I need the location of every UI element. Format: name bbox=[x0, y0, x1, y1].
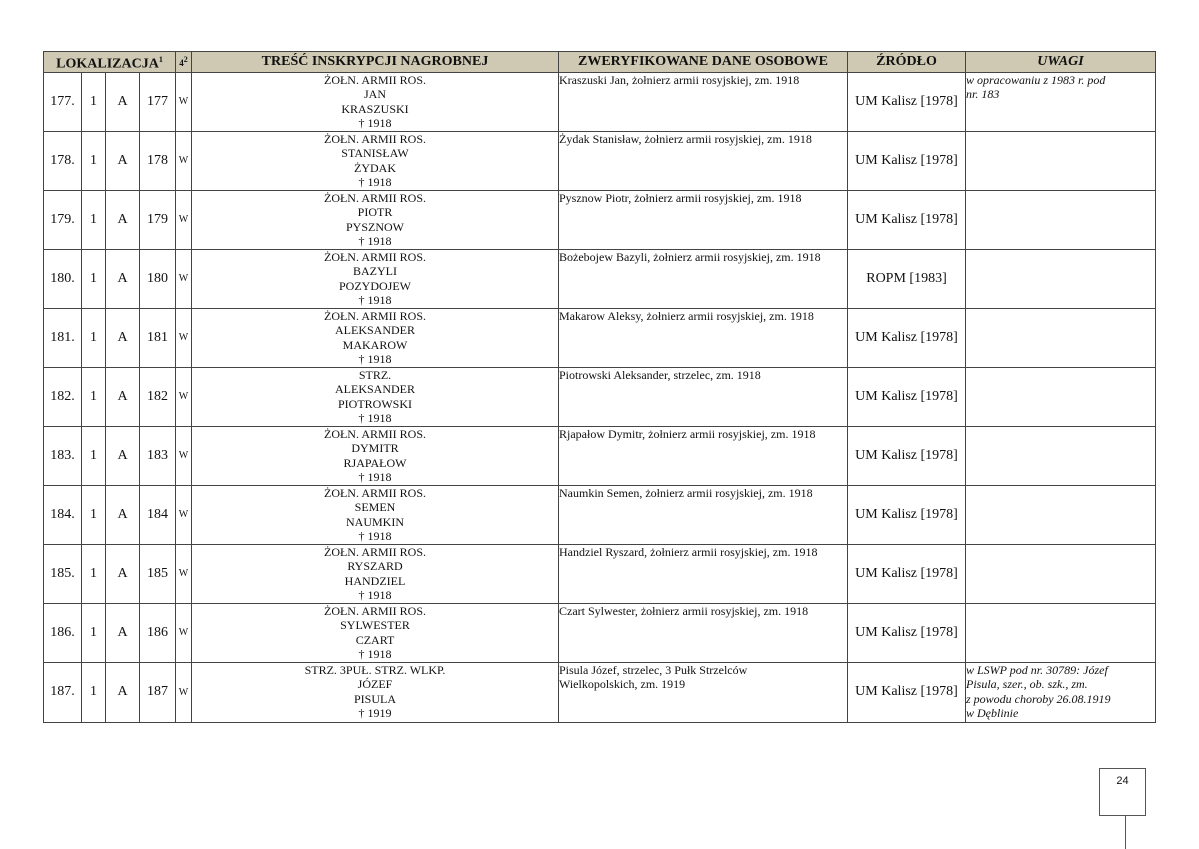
inscription-line: MAKAROW bbox=[342, 337, 408, 352]
location-col-a: A bbox=[106, 426, 140, 485]
location-col-w: W bbox=[176, 249, 192, 308]
inscription-line: SYLWESTER bbox=[340, 618, 410, 633]
verified-data-cell bbox=[559, 544, 848, 603]
inscription-line: PISULA bbox=[353, 691, 396, 706]
location-col-number: 185 bbox=[140, 544, 176, 603]
notes-line: w opracowaniu z 1983 r. pod bbox=[966, 72, 1106, 87]
verified-data-cell bbox=[559, 72, 848, 131]
row-number: 187. bbox=[44, 662, 82, 722]
location-col-1: 1 bbox=[82, 367, 106, 426]
inscription-line: ŻOŁN. ARMII ROS. bbox=[323, 190, 426, 205]
notes-line: z powodu choroby 26.08.1919 bbox=[966, 691, 1111, 706]
notes-cell bbox=[966, 367, 1156, 426]
notes-cell bbox=[966, 485, 1156, 544]
source-cell: UM Kalisz [1978] bbox=[848, 190, 966, 249]
source-cell: UM Kalisz [1978] bbox=[848, 426, 966, 485]
notes-line: w Dęblinie bbox=[966, 706, 1019, 721]
inscription-line: ŻOŁN. ARMII ROS. bbox=[323, 426, 426, 441]
grave-register-table bbox=[43, 51, 1156, 723]
verified-data-cell bbox=[559, 367, 848, 426]
notes-cell bbox=[966, 190, 1156, 249]
verified-data-cell bbox=[559, 308, 848, 367]
inscription-line: PYSZNOW bbox=[345, 219, 404, 234]
inscription-line: NAUMKIN bbox=[346, 514, 404, 529]
header-dane: ZWERYFIKOWANE DANE OSOBOWE bbox=[559, 52, 848, 73]
inscription-cell bbox=[192, 249, 559, 308]
location-col-1: 1 bbox=[82, 249, 106, 308]
location-col-w: W bbox=[176, 544, 192, 603]
row-number: 181. bbox=[44, 308, 82, 367]
notes-cell bbox=[966, 603, 1156, 662]
location-col-w: W bbox=[176, 190, 192, 249]
inscription-line: ALEKSANDER bbox=[335, 323, 415, 338]
table-row bbox=[44, 131, 1156, 190]
location-col-w: W bbox=[176, 308, 192, 367]
location-col-1: 1 bbox=[82, 131, 106, 190]
verified-data-line: Żydak Stanisław, żołnierz armii rosyjskiej, zm. 1918 bbox=[559, 131, 812, 146]
location-col-1: 1 bbox=[82, 426, 106, 485]
footnote-marker-1: 1 bbox=[158, 55, 163, 64]
row-number: 182. bbox=[44, 367, 82, 426]
location-col-number: 178 bbox=[140, 131, 176, 190]
header-col4-label: 4 bbox=[179, 58, 184, 69]
inscription-line: ŻOŁN. ARMII ROS. bbox=[323, 72, 426, 87]
location-col-number: 187 bbox=[140, 662, 176, 722]
verified-data-cell bbox=[559, 131, 848, 190]
table-row bbox=[44, 367, 1156, 426]
inscription-line: † 1918 bbox=[358, 293, 392, 308]
inscription-line: POZYDOJEW bbox=[339, 278, 411, 293]
header-lokalizacja bbox=[44, 52, 176, 73]
verified-data-line: Bożebojew Bazyli, żołnierz armii rosyjskiej, zm. 1918 bbox=[559, 249, 821, 264]
row-number: 183. bbox=[44, 426, 82, 485]
notes-cell bbox=[966, 662, 1156, 722]
header-lokalizacja-label: LOKALIZACJA bbox=[56, 56, 159, 72]
location-col-number: 180 bbox=[140, 249, 176, 308]
row-number: 179. bbox=[44, 190, 82, 249]
footnote-marker-2: 2 bbox=[183, 55, 188, 65]
location-col-a: A bbox=[106, 603, 140, 662]
inscription-line: † 1918 bbox=[358, 647, 392, 662]
location-col-1: 1 bbox=[82, 544, 106, 603]
notes-cell bbox=[966, 131, 1156, 190]
inscription-cell bbox=[192, 72, 559, 131]
inscription-cell bbox=[192, 367, 559, 426]
row-number: 186. bbox=[44, 603, 82, 662]
inscription-line: STRZ. 3PUŁ. STRZ. WLKP. bbox=[304, 662, 446, 677]
inscription-line: PIOTR bbox=[357, 205, 393, 220]
verified-data-line: Czart Sylwester, żołnierz armii rosyjskiej, zm. 1918 bbox=[559, 603, 809, 618]
notes-cell bbox=[966, 249, 1156, 308]
location-col-1: 1 bbox=[82, 308, 106, 367]
location-col-w: W bbox=[176, 662, 192, 722]
source-cell: UM Kalisz [1978] bbox=[848, 367, 966, 426]
inscription-line: DYMITR bbox=[351, 441, 399, 456]
inscription-line: † 1918 bbox=[358, 116, 392, 131]
verified-data-line: Kraszuski Jan, żołnierz armii rosyjskiej, zm. 1918 bbox=[559, 72, 800, 87]
inscription-line: † 1918 bbox=[358, 529, 392, 544]
source-cell: UM Kalisz [1978] bbox=[848, 131, 966, 190]
location-col-number: 183 bbox=[140, 426, 176, 485]
location-col-a: A bbox=[106, 308, 140, 367]
source-cell: UM Kalisz [1978] bbox=[848, 603, 966, 662]
location-col-w: W bbox=[176, 485, 192, 544]
page-number: 24 bbox=[1116, 775, 1129, 787]
inscription-line: † 1918 bbox=[358, 175, 392, 190]
inscription-line: CZART bbox=[355, 632, 395, 647]
source-cell: UM Kalisz [1978] bbox=[848, 485, 966, 544]
page-number-box bbox=[1099, 768, 1146, 816]
location-col-w: W bbox=[176, 603, 192, 662]
inscription-line: JÓZEF bbox=[357, 677, 393, 692]
inscription-line: ŻOŁN. ARMII ROS. bbox=[323, 131, 426, 146]
header-uwagi: UWAGI bbox=[966, 52, 1156, 73]
location-col-number: 186 bbox=[140, 603, 176, 662]
verified-data-line: Pisula Józef, strzelec, 3 Pułk Strzelców bbox=[559, 662, 748, 677]
inscription-line: SEMEN bbox=[354, 500, 396, 515]
source-cell: UM Kalisz [1978] bbox=[848, 308, 966, 367]
location-col-number: 179 bbox=[140, 190, 176, 249]
verified-data-cell bbox=[559, 485, 848, 544]
verified-data-line: Makarow Aleksy, żołnierz armii rosyjskiej, zm. 1918 bbox=[559, 308, 814, 323]
location-col-a: A bbox=[106, 131, 140, 190]
verified-data-cell bbox=[559, 190, 848, 249]
verified-data-line: Handziel Ryszard, żołnierz armii rosyjskiej, zm. 1918 bbox=[559, 544, 818, 559]
location-col-a: A bbox=[106, 544, 140, 603]
inscription-line: STANISŁAW bbox=[341, 146, 409, 161]
table-row bbox=[44, 72, 1156, 131]
verified-data-line: Rjapałow Dymitr, żołnierz armii rosyjskiej, zm. 1918 bbox=[559, 426, 816, 441]
table-row bbox=[44, 308, 1156, 367]
header-zrodlo: ŹRÓDŁO bbox=[848, 52, 966, 73]
location-col-1: 1 bbox=[82, 603, 106, 662]
row-number: 178. bbox=[44, 131, 82, 190]
table-row bbox=[44, 544, 1156, 603]
row-number: 180. bbox=[44, 249, 82, 308]
inscription-line: † 1918 bbox=[358, 234, 392, 249]
inscription-cell bbox=[192, 190, 559, 249]
source-cell: UM Kalisz [1978] bbox=[848, 662, 966, 722]
inscription-cell bbox=[192, 131, 559, 190]
location-col-1: 1 bbox=[82, 662, 106, 722]
inscription-line: RJAPAŁOW bbox=[343, 455, 407, 470]
location-col-1: 1 bbox=[82, 72, 106, 131]
row-number: 177. bbox=[44, 72, 82, 131]
notes-cell bbox=[966, 544, 1156, 603]
inscription-line: STRZ. bbox=[358, 367, 392, 382]
inscription-line: ŻOŁN. ARMII ROS. bbox=[323, 544, 426, 559]
location-col-w: W bbox=[176, 72, 192, 131]
inscription-cell bbox=[192, 308, 559, 367]
inscription-line: JAN bbox=[363, 87, 386, 102]
inscription-line: PIOTROWSKI bbox=[338, 396, 412, 411]
inscription-line: † 1918 bbox=[358, 588, 392, 603]
verified-data-cell bbox=[559, 662, 848, 722]
source-cell: UM Kalisz [1978] bbox=[848, 544, 966, 603]
location-col-a: A bbox=[106, 190, 140, 249]
inscription-cell bbox=[192, 603, 559, 662]
notes-cell bbox=[966, 426, 1156, 485]
notes-cell bbox=[966, 308, 1156, 367]
header-col4 bbox=[176, 52, 192, 73]
inscription-line: ŻOŁN. ARMII ROS. bbox=[323, 603, 426, 618]
inscription-line: HANDZIEL bbox=[344, 573, 406, 588]
inscription-line: ŻOŁN. ARMII ROS. bbox=[323, 308, 426, 323]
inscription-cell bbox=[192, 544, 559, 603]
location-col-a: A bbox=[106, 367, 140, 426]
page-number-line bbox=[1125, 816, 1126, 849]
location-col-number: 181 bbox=[140, 308, 176, 367]
inscription-line: † 1918 bbox=[358, 352, 392, 367]
source-cell: UM Kalisz [1978] bbox=[848, 72, 966, 131]
location-col-a: A bbox=[106, 485, 140, 544]
notes-line: Pisula, szer., ob. szk., zm. bbox=[966, 677, 1088, 692]
location-col-w: W bbox=[176, 426, 192, 485]
inscription-line: ŻOŁN. ARMII ROS. bbox=[323, 249, 426, 264]
inscription-line: † 1918 bbox=[358, 411, 392, 426]
notes-cell bbox=[966, 72, 1156, 131]
source-cell: ROPM [1983] bbox=[848, 249, 966, 308]
location-col-number: 182 bbox=[140, 367, 176, 426]
verified-data-line: Naumkin Semen, żołnierz armii rosyjskiej, zm. 1918 bbox=[559, 485, 813, 500]
inscription-line: † 1918 bbox=[358, 470, 392, 485]
inscription-line: BAZYLI bbox=[353, 264, 397, 279]
verified-data-cell bbox=[559, 426, 848, 485]
table-row bbox=[44, 603, 1156, 662]
table-body bbox=[44, 72, 1156, 722]
verified-data-line: Piotrowski Aleksander, strzelec, zm. 1918 bbox=[559, 367, 761, 382]
header-row bbox=[44, 52, 1156, 73]
verified-data-line: Wielkopolskich, zm. 1919 bbox=[559, 677, 686, 692]
inscription-cell bbox=[192, 426, 559, 485]
verified-data-cell bbox=[559, 249, 848, 308]
inscription-line: RYSZARD bbox=[347, 559, 403, 574]
inscription-line: ŻOŁN. ARMII ROS. bbox=[323, 485, 426, 500]
verified-data-line: Pysznow Piotr, żołnierz armii rosyjskiej, zm. 1918 bbox=[559, 190, 802, 205]
inscription-cell bbox=[192, 662, 559, 722]
location-col-1: 1 bbox=[82, 485, 106, 544]
inscription-line: † 1919 bbox=[358, 706, 392, 721]
table-row bbox=[44, 426, 1156, 485]
location-col-a: A bbox=[106, 72, 140, 131]
row-number: 185. bbox=[44, 544, 82, 603]
notes-line: w LSWP pod nr. 30789: Józef bbox=[966, 662, 1108, 677]
verified-data-cell bbox=[559, 603, 848, 662]
notes-line: nr. 183 bbox=[966, 87, 1000, 102]
inscription-cell bbox=[192, 485, 559, 544]
location-col-number: 177 bbox=[140, 72, 176, 131]
inscription-line: ŻYDAK bbox=[354, 160, 396, 175]
table-row bbox=[44, 662, 1156, 722]
inscription-line: KRASZUSKI bbox=[341, 101, 409, 116]
location-col-w: W bbox=[176, 367, 192, 426]
location-col-a: A bbox=[106, 662, 140, 722]
location-col-number: 184 bbox=[140, 485, 176, 544]
inscription-line: ALEKSANDER bbox=[335, 382, 415, 397]
location-col-1: 1 bbox=[82, 190, 106, 249]
table-row bbox=[44, 190, 1156, 249]
table-row bbox=[44, 485, 1156, 544]
location-col-w: W bbox=[176, 131, 192, 190]
location-col-a: A bbox=[106, 249, 140, 308]
header-tresc: TREŚĆ INSKRYPCJI NAGROBNEJ bbox=[192, 52, 559, 73]
table-row bbox=[44, 249, 1156, 308]
row-number: 184. bbox=[44, 485, 82, 544]
